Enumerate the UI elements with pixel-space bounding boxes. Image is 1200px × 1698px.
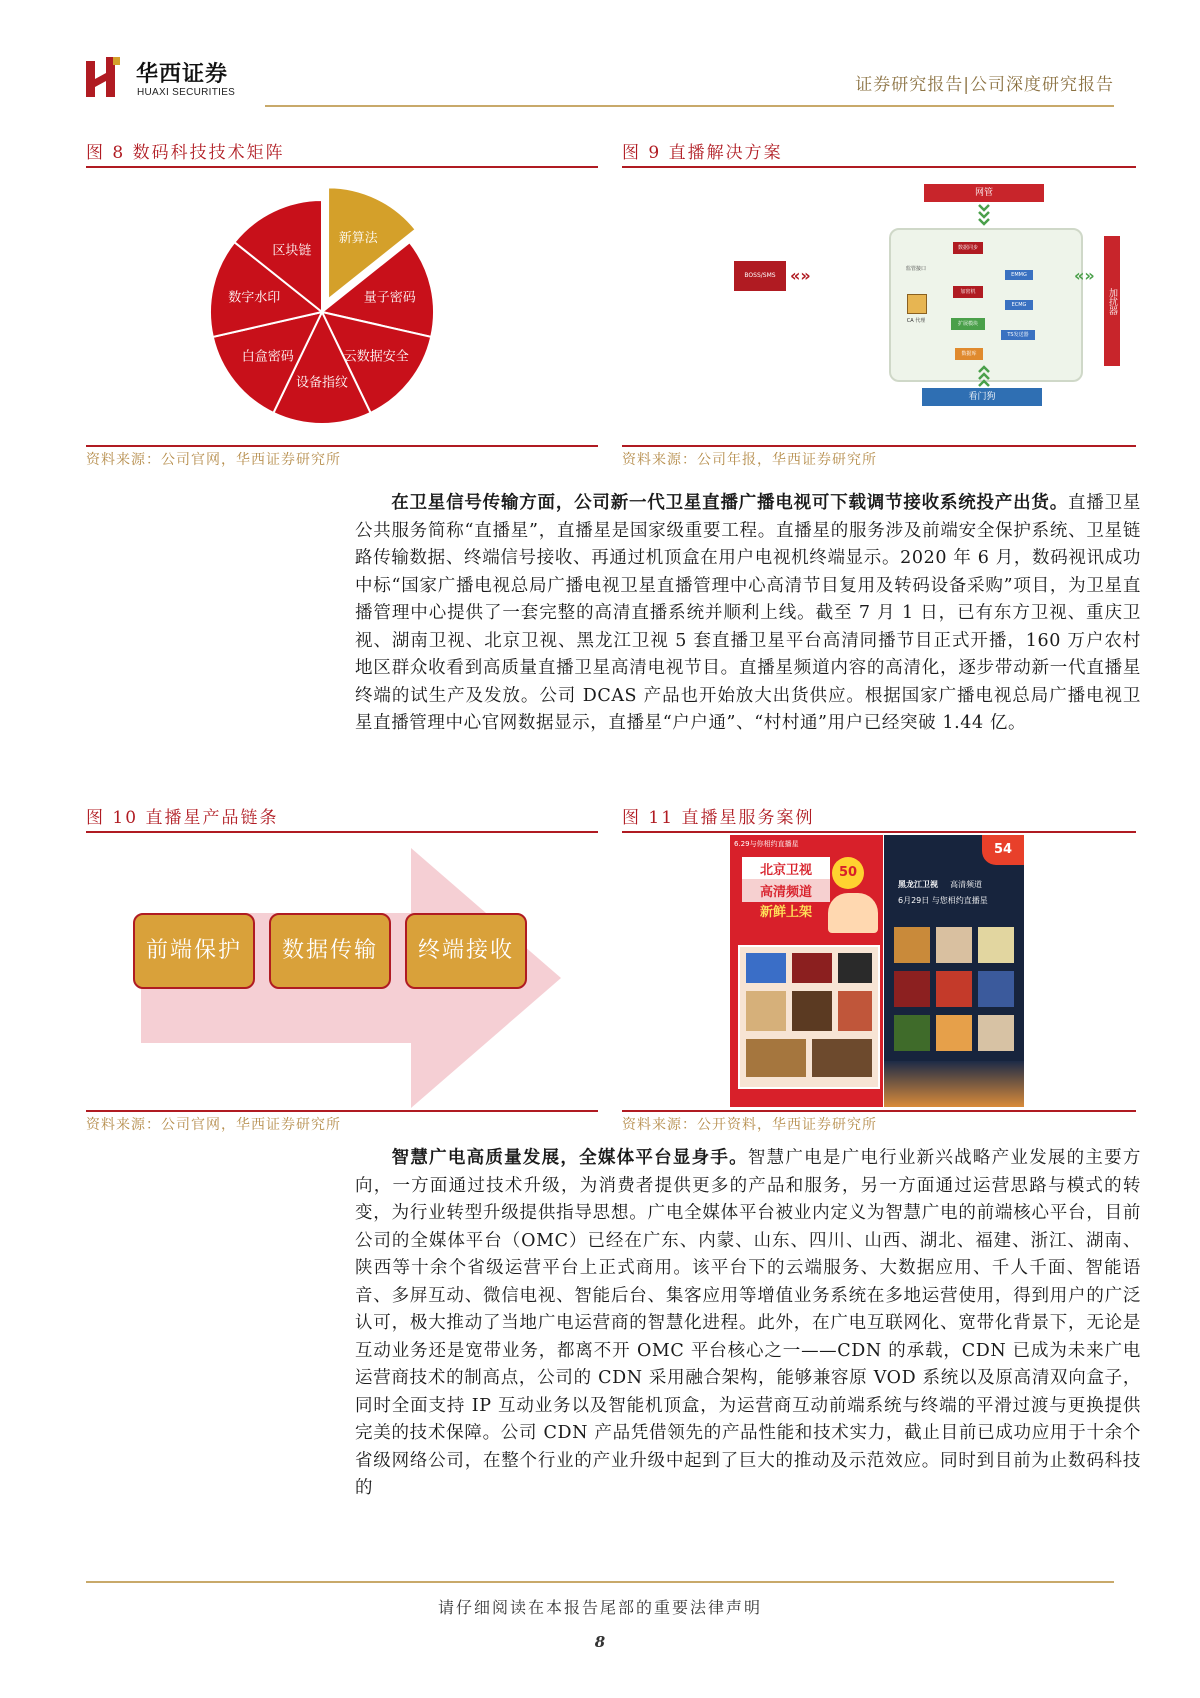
report-type: 证券研究报告|公司深度研究报告 bbox=[855, 75, 1114, 95]
tech-matrix-pie-chart bbox=[86, 176, 598, 436]
figure-8-title: 图 8 数码科技技术矩阵 bbox=[86, 143, 285, 163]
company-logo bbox=[86, 57, 276, 103]
encryptor-chip: 加密机 bbox=[953, 286, 983, 298]
header-divider bbox=[265, 105, 1114, 107]
poster-badge-right: 54 bbox=[982, 835, 1024, 865]
page-number: 8 bbox=[594, 1633, 606, 1651]
tv-program-collage bbox=[738, 945, 880, 1089]
poster-line-2: 6月29日 与您相约直播星 bbox=[898, 896, 988, 905]
live-solution-diagram bbox=[734, 176, 1134, 438]
figure-9-title: 图 9 直播解决方案 bbox=[622, 143, 783, 163]
brand-en: HUAXI SECURITIES bbox=[137, 87, 236, 98]
heilongjiang-tv-poster bbox=[884, 835, 1024, 1107]
ecmg-chip: ECMG bbox=[1005, 300, 1033, 310]
data-sync-chip: 数据同步 bbox=[953, 242, 983, 254]
huaxi-logo-icon bbox=[86, 57, 122, 99]
figure-11-bottom-rule bbox=[622, 1110, 1136, 1112]
database-chip: 数据库 bbox=[955, 348, 983, 360]
figure-10-rule bbox=[86, 831, 598, 833]
chevron-up-icon bbox=[976, 364, 992, 388]
poster-headline-3: 新鲜上架 bbox=[759, 905, 812, 920]
legal-notice: 请仔细阅读在本报告尾部的重要法律声明 bbox=[437, 1598, 762, 1617]
pie-slice-label: 白盒密码 bbox=[241, 349, 294, 365]
figure-8-bottom-rule bbox=[86, 445, 598, 447]
pie-slice-label: 量子密码 bbox=[363, 290, 416, 306]
beijing-tv-poster bbox=[730, 835, 883, 1107]
footer-divider bbox=[86, 1581, 1114, 1583]
boss-sms-box: BOSS/SMS bbox=[734, 261, 786, 291]
figure-9-bottom-rule bbox=[622, 445, 1136, 447]
pie-slice-label: 新算法 bbox=[338, 230, 378, 246]
paragraph-smart-lead: 智慧广电高质量发展，全媒体平台显身手。 bbox=[391, 1148, 748, 1168]
scrambler-bar: 加扰器 bbox=[1104, 236, 1120, 366]
chevron-down-icon bbox=[976, 203, 992, 227]
chain-step-front-protection: 前端保护 bbox=[133, 913, 255, 989]
pie-slice-label: 区块链 bbox=[272, 243, 312, 259]
poster-badge-left: 50 bbox=[832, 857, 864, 889]
chain-step-terminal-receive: 终端接收 bbox=[405, 913, 527, 989]
figure-10-source: 资料来源：公司官网，华西证券研究所 bbox=[86, 1117, 341, 1133]
double-arrow-left-icon: «» bbox=[790, 266, 811, 285]
figure-9 bbox=[622, 138, 1136, 468]
brand-cn: 华西证券 bbox=[136, 62, 229, 87]
ca-agent-chip: CA 代理 bbox=[906, 318, 926, 324]
paragraph-satellite bbox=[355, 490, 1141, 738]
pie-slice-label: 设备指纹 bbox=[295, 375, 349, 391]
emmg-chip: EMMG bbox=[1005, 270, 1033, 280]
figure-11-title: 图 11 直播星服务案例 bbox=[622, 808, 815, 828]
chain-step-data-transfer: 数据传输 bbox=[269, 913, 391, 989]
ca-agent-icon bbox=[907, 294, 927, 314]
pie-slice-label: 云数据安全 bbox=[343, 349, 409, 365]
poster-line-1: 高清频道 bbox=[950, 880, 982, 889]
figure-8 bbox=[86, 138, 598, 468]
watchdog-bar: 看门狗 bbox=[922, 388, 1042, 406]
sunset-banner-image bbox=[884, 1061, 1024, 1107]
figure-10-bottom-rule bbox=[86, 1110, 598, 1112]
figure-8-source: 资料来源：公司官网，华西证券研究所 bbox=[86, 452, 341, 468]
poster-headline-2: 高清频道 bbox=[742, 879, 830, 902]
network-mgmt-bar: 网管 bbox=[924, 184, 1044, 202]
paragraph-smart-text: 智慧广电是广电行业新兴战略产业发展的主要方向，一方面通过技术升级，为消费者提供更多的产品和服务，另一方面通过运营思路与模式的转变，为行业转型升级提供指导思想。广电全媒体平台被业内定义为智慧广电的前端核心平台，目前公司的全媒体平台（OMC）已经在广东、内蒙、山东、四川、山西、湖北、福建、浙江、湖南、陕西等十余个省级运营平台上正式商用。该平台下的云端服务、大数据应用、千人千面、智能语音、多屏互动、微信电视、智能后台、集客应用等增值业务系统在多地运营使用，得到用户的广泛认可，极大推动了当地广电运营商的智慧化进程。此外，在广电互联网化、宽带化背景下，无论是互动业务还是宽带业务，都离不开 OMC 平台核心之一——CDN 的承载，CDN 已成为未来广电运营商技术的制高点，公司的 CDN 采用融合架构，能够兼容原 VOD 系统以及原高清双向盒子，同时全面支持 IP 互动业务以及智能机顶盒，为运营商互动前端系统与终端的平滑过渡与更换提供完美的技术保障。公司 CDN 产品凭借领先的产品性能和技术实力，截止目前已成功应用于十余个省级网络公司，在整个行业的产业升级中起到了巨大的推动及示范效应。同时到目前为止数码科技的 bbox=[355, 1148, 1141, 1498]
expand-module-chip: 扩展模块 bbox=[951, 318, 985, 330]
poster-top-line: 6.29与你相约直播星 bbox=[734, 840, 799, 848]
figure-11 bbox=[622, 803, 1136, 1133]
core-panel bbox=[889, 228, 1083, 382]
figure-11-rule bbox=[622, 831, 1136, 833]
figure-11-source: 资料来源：公开资料，华西证券研究所 bbox=[622, 1117, 877, 1133]
paragraph-smart-broadcast bbox=[355, 1145, 1141, 1503]
program-thumbnail-grid bbox=[894, 927, 1014, 1057]
poster-brand: 黑龙江卫视 bbox=[898, 880, 938, 889]
figure-9-rule bbox=[622, 166, 1136, 168]
paragraph-satellite-lead: 在卫星信号传输方面，公司新一代卫星直播广播电视可下载调节接收系统投产出货。 bbox=[391, 493, 1069, 513]
figure-10-title: 图 10 直播星产品链条 bbox=[86, 808, 279, 828]
figure-10 bbox=[86, 803, 598, 1133]
monitor-chip: 监管接口 bbox=[905, 266, 926, 272]
ts-sender-chip: TS发送器 bbox=[1001, 330, 1035, 340]
paragraph-satellite-text: 直播卫星公共服务简称“直播星”，直播星是国家级重要工程。直播星的服务涉及前端安全保护系统、卫星链路传输数据、终端信号接收、再通过机顶盒在用户电视机终端显示。2020 年 6 月，数码视讯成功中标“国家广播电视总局广播电视卫星直播管理中心高清节目复用及转码设备采购”项目，为卫星直播管理中心提供了一套完整的高清直播系统并顺利上线。截至 7 月 1 日，已有东方卫视、重庆卫视、湖南卫视、北京卫视、黑龙江卫视 5 套直播卫星平台高清同播节目正式开播，160 万户农村地区群众收看到高质量直播卫星高清电视节目。直播星频道内容的高清化，逐步带动新一代直播星终端的试生产及发放。公司 DCAS 产品也开始放大出货供应。根据国家广播电视总局广播电视卫星直播管理中心官网数据显示，直播星“户户通”、“村村通”用户已经突破 1.44 亿。 bbox=[355, 493, 1141, 733]
figure-8-rule bbox=[86, 166, 598, 168]
poster-headline-1: 北京卫视 bbox=[742, 857, 830, 880]
double-arrow-right-icon: «» bbox=[1074, 266, 1095, 285]
figure-9-source: 资料来源：公司年报，华西证券研究所 bbox=[622, 452, 877, 468]
cartoon-figures-image bbox=[828, 893, 878, 933]
pie-slice-label: 数字水印 bbox=[228, 290, 281, 306]
